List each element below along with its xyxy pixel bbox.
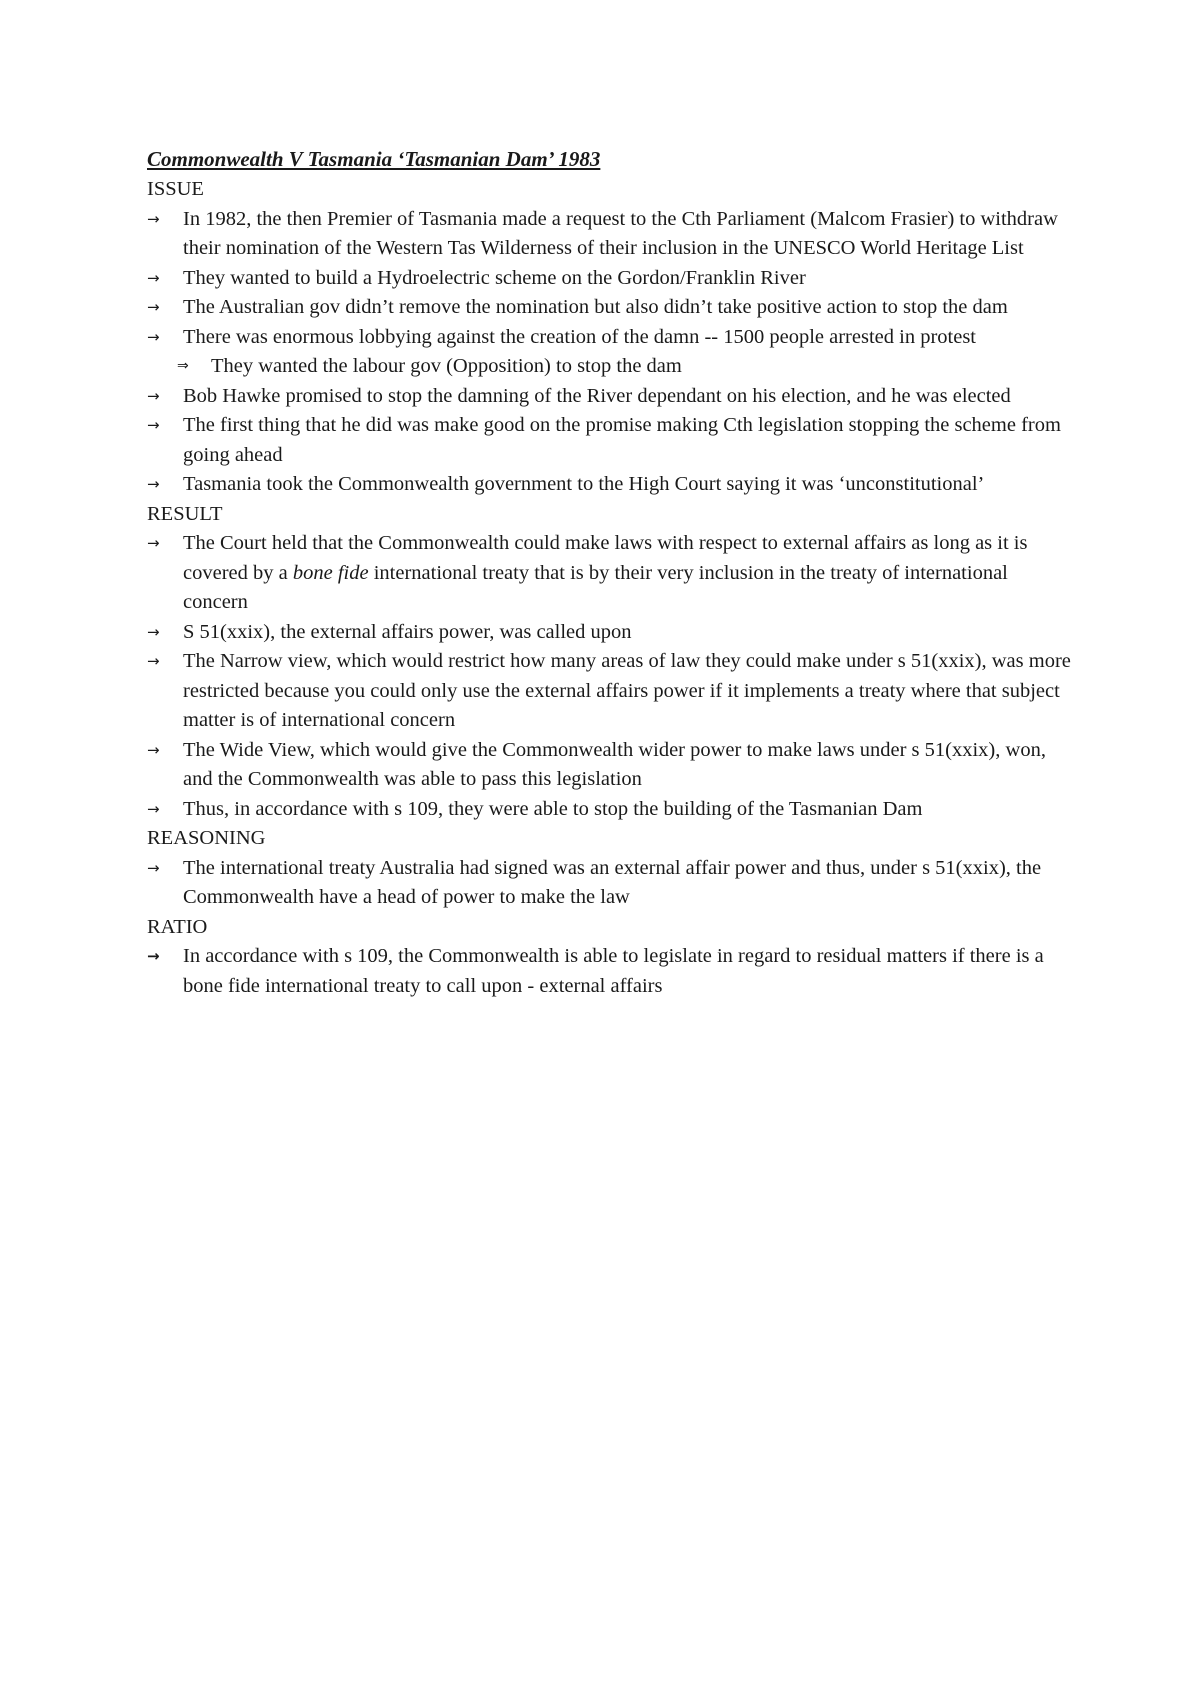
- list-item: [147, 618, 1077, 648]
- list-item: [147, 293, 1077, 323]
- section-heading-issue: ISSUE: [147, 178, 204, 200]
- list-item-text: Tasmania took the Commonwealth government to the High Court saying it was ‘unconstitutional’: [183, 473, 985, 495]
- list-item: [147, 323, 1077, 353]
- reasoning-list: [147, 854, 1077, 913]
- right-arrow-icon: →: [147, 327, 160, 346]
- italic-term: bone fide: [292, 561, 369, 584]
- right-arrow-icon: →: [147, 475, 160, 493]
- sub-list-item: [147, 352, 1077, 382]
- document-title: Commonwealth V Tasmania ‘Tasmanian Dam’ 1983: [147, 147, 601, 171]
- section-heading-result: RESULT: [147, 502, 223, 525]
- list-item: [147, 411, 1077, 470]
- list-item: [147, 736, 1077, 795]
- issue-list: [147, 205, 1077, 500]
- right-arrow-icon: →: [147, 209, 160, 228]
- right-arrow-icon: →: [147, 740, 160, 759]
- list-item: [147, 205, 1077, 264]
- list-item: [147, 854, 1077, 913]
- list-item-text: Bob Hawke promised to stop the damning of the River dependant on his election, and he was elected: [183, 384, 1011, 407]
- list-item-text: The Australian gov didn’t remove the nomination but also didn’t take positive action to stop the dam: [183, 296, 1008, 318]
- list-item-text: In accordance with s 109, the Commonwealth is able to legislate in regard to residual matters if there is a bone fide international treaty to call upon - external affairs: [183, 945, 1044, 997]
- ratio-list: [147, 942, 1077, 1001]
- right-arrow-icon: →: [147, 298, 160, 316]
- right-arrow-icon: →: [147, 858, 160, 877]
- list-item: [147, 942, 1077, 1001]
- list-item-text: In 1982, the then Premier of Tasmania made a request to the Cth Parliament (Malcom Frasier) to withdraw their nomination of the Western Tas Wilderness of their inclusion in the UNESCO World Heritage List: [183, 207, 1058, 259]
- list-item-text: They wanted to build a Hydroelectric scheme on the Gordon/Franklin River: [183, 266, 806, 289]
- right-arrow-icon: →: [147, 416, 160, 434]
- sub-list-item-text: They wanted the labour gov (Opposition) to stop the dam: [211, 355, 682, 377]
- right-arrow-icon: →: [147, 947, 160, 965]
- list-item-text: There was enormous lobbying against the creation of the damn -- 1500 people arrested in protest: [183, 325, 976, 348]
- right-arrow-icon: →: [147, 268, 160, 287]
- section-heading-reasoning: REASONING: [147, 827, 266, 849]
- right-arrow-icon: →: [147, 799, 160, 818]
- list-item-text: S 51(xxix), the external affairs power, was called upon: [183, 620, 632, 643]
- list-item: [147, 382, 1077, 412]
- list-item: [147, 470, 1077, 500]
- list-item-text: The Wide View, which would give the Commonwealth wider power to make laws under s 51(xxix), won, and the Commonwealth was able to pass this legislation: [183, 738, 1046, 790]
- right-arrow-icon: →: [147, 652, 160, 670]
- double-arrow-icon: ⇒: [177, 358, 189, 374]
- list-item-text: Thus, in accordance with s 109, they were able to stop the building of the Tasmanian Dam: [183, 797, 923, 820]
- list-item-text: The first thing that he did was make good on the promise making Cth legislation stopping the scheme from going ahead: [183, 414, 1061, 466]
- right-arrow-icon: →: [147, 386, 160, 405]
- list-item-text-before: The Court held that the Commonwealth could make laws with respect to external affairs as long as it is covered by a: [183, 532, 1028, 584]
- list-item: [147, 647, 1077, 736]
- list-item-text: The Narrow view, which would restrict how many areas of law they could make under s 51(xxix), was more restricted because you could only use the external affairs power if it implements a treaty where that subject matter is of international concern: [183, 650, 1071, 731]
- section-heading-ratio: RATIO: [147, 915, 208, 938]
- list-item: [147, 264, 1077, 294]
- list-item-text: The international treaty Australia had signed was an external affair power and thus, under s 51(xxix), the Commonwealth have a head of power to make the law: [183, 856, 1042, 908]
- list-item: [147, 529, 1077, 618]
- result-list: [147, 529, 1077, 824]
- list-item-text-after: international treaty that is by their very inclusion in the treaty of international concern: [183, 561, 1008, 613]
- document-content: [147, 144, 1077, 1001]
- list-item: [147, 795, 1077, 825]
- right-arrow-icon: →: [147, 534, 160, 552]
- right-arrow-icon: →: [147, 622, 160, 641]
